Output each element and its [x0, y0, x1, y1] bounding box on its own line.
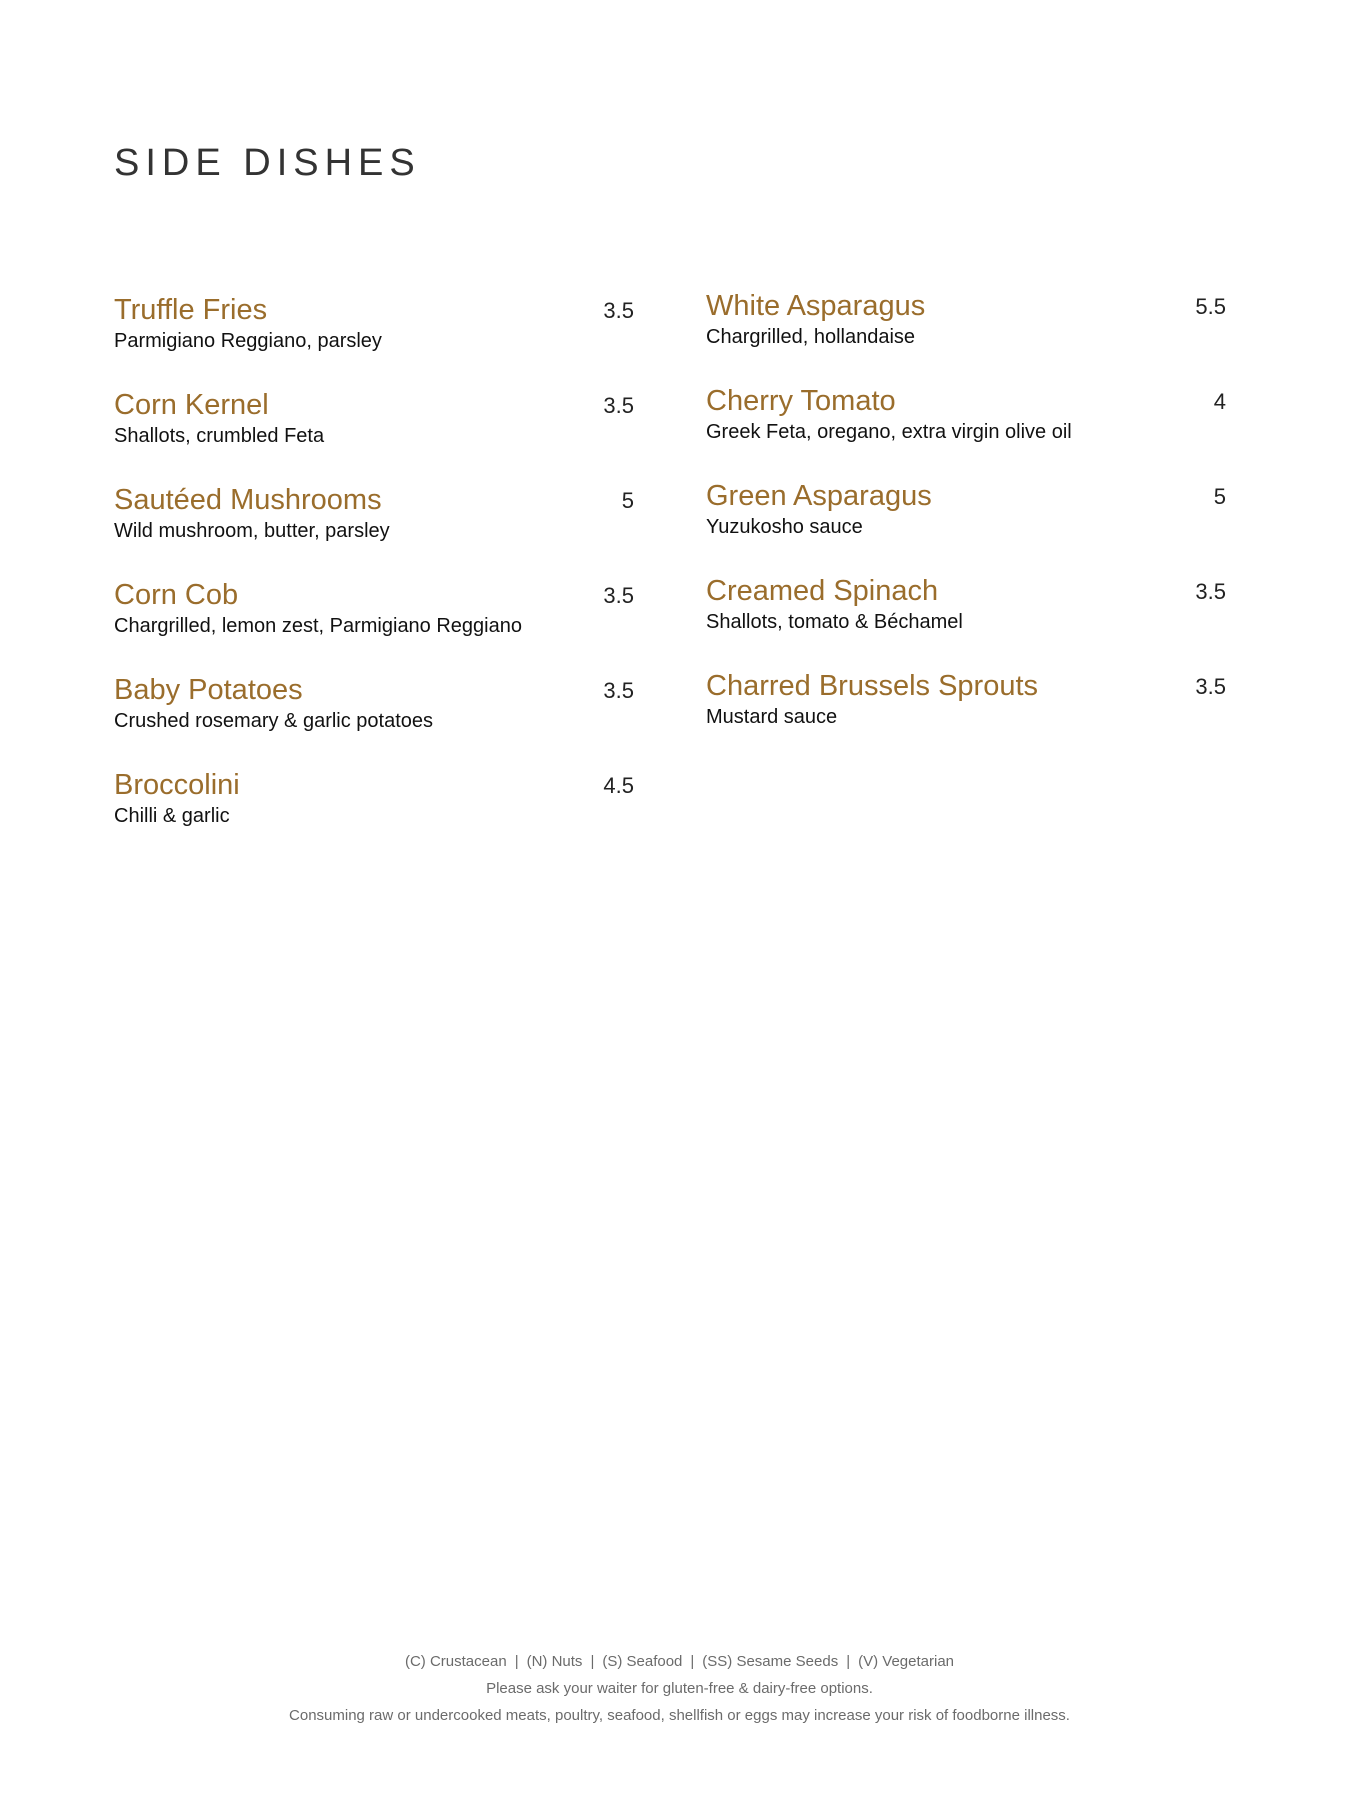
menu-item: [114, 387, 634, 482]
item-description: Shallots, tomato & Béchamel: [706, 611, 963, 633]
page-title: SIDE DISHES: [114, 142, 421, 184]
item-price: 3.5: [603, 678, 634, 703]
item-name: Truffle Fries: [114, 294, 268, 326]
item-description: Greek Feta, oregano, extra virgin olive oil: [706, 421, 1072, 443]
item-price: 3.5: [1195, 579, 1226, 604]
item-price: 5.5: [1195, 294, 1226, 319]
menu-column-left: [114, 292, 634, 862]
item-description: Crushed rosemary & garlic potatoes: [114, 710, 434, 732]
legend-separator: |: [590, 1653, 595, 1670]
menu-item: [114, 577, 634, 672]
item-price: 4.5: [603, 773, 634, 798]
item-description: Chargrilled, lemon zest, Parmigiano Reggiano: [114, 615, 522, 637]
item-name: Charred Brussels Sprouts: [706, 670, 1039, 702]
menu-item: [114, 292, 634, 387]
item-name: Corn Cob: [114, 579, 239, 611]
item-price: 5: [621, 488, 634, 513]
item-name: White Asparagus: [706, 290, 926, 322]
legend-seafood: (S) Seafood: [602, 1653, 683, 1670]
legend-separator: |: [846, 1653, 851, 1670]
menu-item: [114, 482, 634, 577]
item-name: Baby Potatoes: [114, 674, 303, 706]
menu-item: [706, 668, 1226, 763]
item-name: Creamed Spinach: [706, 575, 939, 607]
item-price: 3.5: [1195, 674, 1226, 699]
item-price: 5: [1213, 484, 1226, 509]
menu-column-right: [706, 288, 1226, 763]
item-description: Yuzukosho sauce: [706, 516, 863, 538]
menu-item: [114, 767, 634, 862]
item-name: Sautéed Mushrooms: [114, 484, 382, 516]
item-description: Shallots, crumbled Feta: [114, 425, 325, 447]
legend-vegetarian: (V) Vegetarian: [858, 1653, 954, 1670]
footer: [0, 1648, 1359, 1729]
item-description: Parmigiano Reggiano, parsley: [114, 330, 382, 352]
item-name: Green Asparagus: [706, 480, 932, 512]
item-description: Chilli & garlic: [114, 805, 230, 827]
legend-separator: |: [690, 1653, 695, 1670]
item-name: Broccolini: [114, 769, 240, 801]
item-price: 3.5: [603, 583, 634, 608]
item-price: 4: [1213, 389, 1226, 414]
health-warning: Consuming raw or undercooked meats, poultry, seafood, shellfish or eggs may increase your risk of foodborne illness.: [289, 1707, 1070, 1724]
item-description: Chargrilled, hollandaise: [706, 326, 916, 348]
menu-item: [706, 383, 1226, 478]
menu-item: [706, 288, 1226, 383]
menu-item: [114, 672, 634, 767]
item-description: Mustard sauce: [706, 706, 838, 728]
item-description: Wild mushroom, butter, parsley: [114, 520, 390, 542]
legend-sesame-seeds: (SS) Sesame Seeds: [702, 1653, 839, 1670]
menu-item: [706, 573, 1226, 668]
legend-nuts: (N) Nuts: [526, 1653, 583, 1670]
legend-crustacean: (C) Crustacean: [404, 1653, 507, 1670]
legend-separator: |: [514, 1653, 519, 1670]
dietary-note: Please ask your waiter for gluten-free & dairy-free options.: [486, 1680, 873, 1697]
allergen-legend: [0, 1648, 1359, 1675]
item-price: 3.5: [603, 393, 634, 418]
menu-item: [706, 478, 1226, 573]
item-price: 3.5: [603, 298, 634, 323]
item-name: Cherry Tomato: [706, 385, 896, 417]
item-name: Corn Kernel: [114, 389, 269, 421]
